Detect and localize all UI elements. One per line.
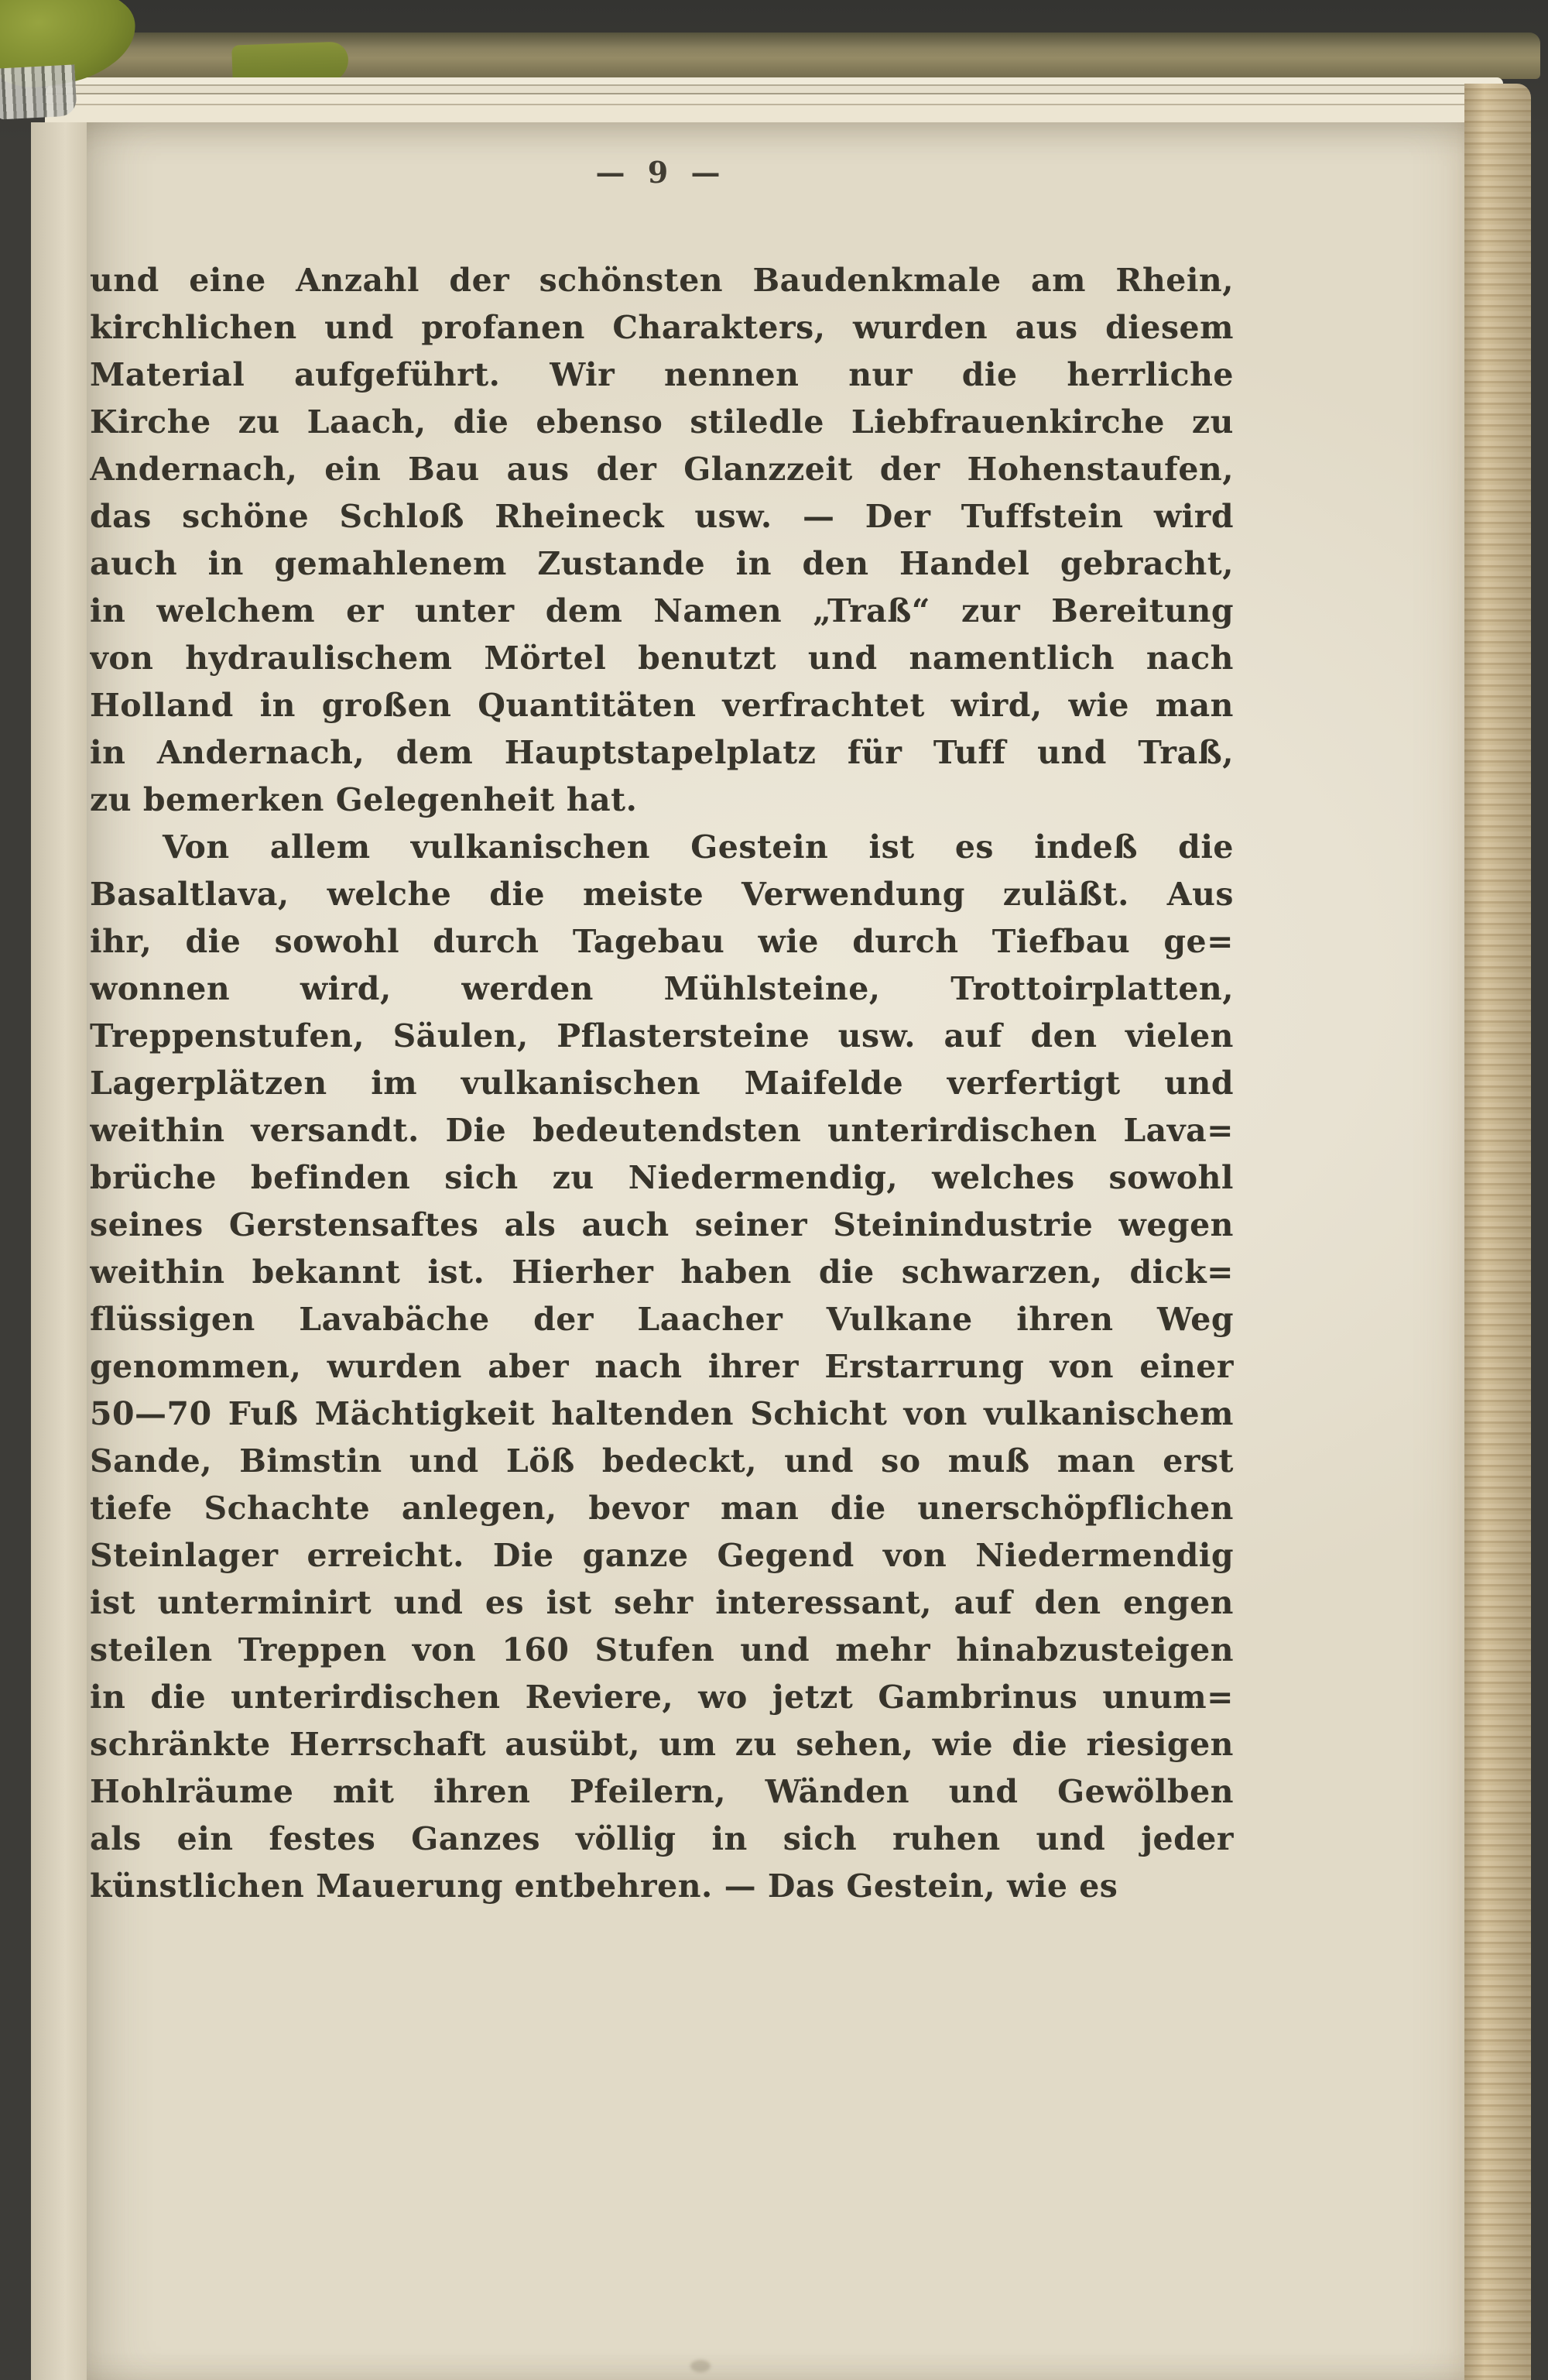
paper-stain [690, 2360, 711, 2372]
text-line: brüche befinden sich zu Niedermendig, welches sowohl [90, 1159, 1234, 1196]
underlying-page-edge [31, 122, 91, 2380]
text-line: 50—70 Fuß Mächtigkeit haltenden Schicht von vulkanischem [90, 1395, 1234, 1432]
text-line: und eine Anzahl der schönsten Baudenkmale am Rhein, [90, 262, 1234, 299]
text-line: als ein festes Ganzes völlig in sich ruhen und jeder [90, 1820, 1234, 1857]
text-line: das schöne Schloß Rheineck usw. — Der Tuffstein wird [90, 498, 1234, 535]
page-stack-top-edge [45, 77, 1503, 122]
text-line: flüssigen Lavabäche der Laacher Vulkane ihren Weg [90, 1301, 1234, 1338]
text-line: in die unterirdischen Reviere, wo jetzt Gambrinus unum= [90, 1679, 1234, 1716]
text-line: Material aufgeführt. Wir nennen nur die herrliche [90, 356, 1234, 393]
text-line: Andernach, ein Bau aus der Glanzzeit der Hohenstaufen, [90, 451, 1234, 488]
text-line: Basaltlava, welche die meiste Verwendung zuläßt. Aus [90, 876, 1234, 913]
text-line: schränkte Herrschaft ausübt, um zu sehen, wie die riesigen [90, 1726, 1234, 1763]
text-line: wonnen wird, werden Mühlsteine, Trottoirplatten, [90, 970, 1234, 1007]
book-headband [0, 64, 77, 119]
text-line: Von allem vulkanischen Gestein ist es indeß die [163, 828, 1234, 866]
text-line: Hohlräume mit ihren Pfeilern, Wänden und Gewölben [90, 1773, 1234, 1810]
text-line: ihr, die sowohl durch Tagebau wie durch Tiefbau ge= [90, 923, 1234, 960]
text-line: steilen Treppen von 160 Stufen und mehr hinabzusteigen [90, 1631, 1234, 1668]
text-line: Sande, Bimstin und Löß bedeckt, und so muß man erst [90, 1442, 1234, 1480]
text-line: in Andernach, dem Hauptstapelplatz für Tuff und Traß, [90, 734, 1234, 771]
text-line: weithin versandt. Die bedeutendsten unterirdischen Lava= [90, 1112, 1234, 1149]
page-number: — 9 — [595, 155, 727, 190]
page-stack-fore-edge [1464, 84, 1531, 2380]
text-line: Treppenstufen, Säulen, Pflastersteine usw. auf den vielen [90, 1017, 1234, 1055]
text-line: Kirche zu Laach, die ebenso stiledle Liebfrauenkirche zu [90, 403, 1234, 441]
text-line: kirchlichen und profanen Charakters, wurden aus diesem [90, 309, 1234, 346]
text-line: von hydraulischem Mörtel benutzt und namentlich nach [90, 640, 1234, 677]
text-line: weithin bekannt ist. Hierher haben die schwarzen, dick= [90, 1253, 1234, 1291]
text-line: genommen, wurden aber nach ihrer Erstarrung von einer [90, 1348, 1234, 1385]
text-line: zu bemerken Gelegenheit hat. [90, 781, 638, 818]
text-line: in welchem er unter dem Namen „Traß“ zur Bereitung [90, 592, 1234, 629]
text-line: seines Gerstensaftes als auch seiner Steinindustrie wegen [90, 1206, 1234, 1243]
text-line: Holland in großen Quantitäten verfrachtet wird, wie man [90, 687, 1234, 724]
paragraph-basaltlava [90, 824, 1234, 1910]
paragraph-tuffstein [90, 257, 1234, 824]
body-text [90, 257, 1234, 1910]
text-line: ist unterminirt und es ist sehr interessant, auf den engen [90, 1584, 1234, 1621]
text-line: Steinlager erreicht. Die ganze Gegend von Niedermendig [90, 1537, 1234, 1574]
text-line: auch in gemahlenem Zustande in den Handel gebracht, [90, 545, 1234, 582]
text-line: künstlichen Mauerung entbehren. — Das Gestein, wie es [90, 1867, 1118, 1905]
text-line: tiefe Schachte anlegen, bevor man die unerschöpflichen [90, 1490, 1234, 1527]
text-line: Lagerplätzen im vulkanischen Maifelde verfertigt und [90, 1065, 1234, 1102]
